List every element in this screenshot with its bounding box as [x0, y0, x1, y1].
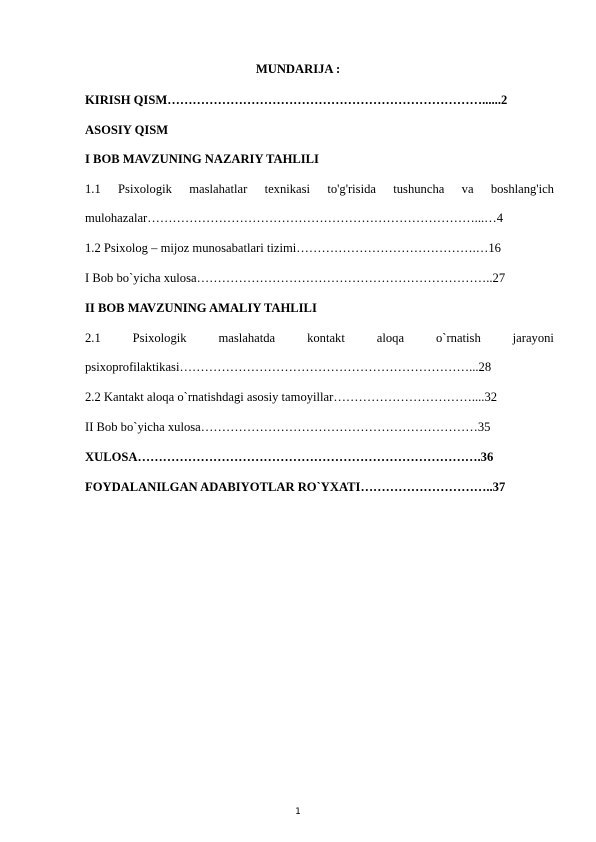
word: kontakt: [307, 331, 345, 345]
word: Psixologik: [118, 182, 172, 196]
toc-entry-1-1-line1: [85, 181, 554, 197]
word: texnikasi: [264, 182, 311, 196]
word: 2.1: [85, 331, 101, 345]
page-title: MUNDARIJA :: [255, 62, 341, 76]
toc-entry-1-2: 1.2 Psixolog – mijoz munosabatlari tizimi…………………………………….…16: [85, 241, 501, 255]
toc-entry-bob1-xulosa: I Bob bo`yicha xulosa……………………………………………………………..27: [85, 271, 506, 285]
toc-entry-kirish: KIRISH QISM…………………………………………………………………......2: [85, 93, 508, 107]
toc-heading-asosiy: ASOSIY QISM: [85, 123, 169, 137]
word: aloqa: [376, 331, 405, 345]
page-number: 1: [295, 807, 301, 817]
toc-entry-2-1-line2: psixoprofilaktikasi……………………………………………………………...28: [85, 360, 492, 374]
toc-entry-2-1-line1: [85, 330, 554, 346]
word: o`rnatish: [435, 331, 481, 345]
toc-entry-bob2-xulosa: II Bob bo`yicha xulosa…………………………………………………………35: [85, 420, 491, 434]
toc-heading-bob1: I BOB MAVZUNING NAZARIY TAHLILI: [85, 152, 319, 166]
word: maslahatlar: [189, 182, 248, 196]
toc-entry-xulosa: XULOSA……………………………………………………………………….36: [85, 450, 494, 464]
word: boshlang'ich: [490, 182, 554, 196]
word: jarayoni: [512, 331, 554, 345]
word: va: [461, 182, 474, 196]
word: tushuncha: [393, 182, 445, 196]
word: 1.1: [85, 182, 101, 196]
toc-entry-2-2: 2.2 Kantakt aloqa o`rnatishdagi asosiy tamoyillar……………………………....32: [85, 390, 498, 404]
toc-heading-bob2: II BOB MAVZUNING AMALIY TAHLILI: [85, 301, 317, 315]
word: to'g'risida: [327, 182, 376, 196]
word: Psixologik: [132, 331, 187, 345]
toc-entry-1-1-line2: mulohazalar……………………………………………………………………...…4: [85, 211, 504, 225]
word: maslahatda: [218, 331, 276, 345]
toc-entry-foydalanilgan: FOYDALANILGAN ADABIYOTLAR RO`YXATI…………………………..37: [85, 480, 506, 494]
